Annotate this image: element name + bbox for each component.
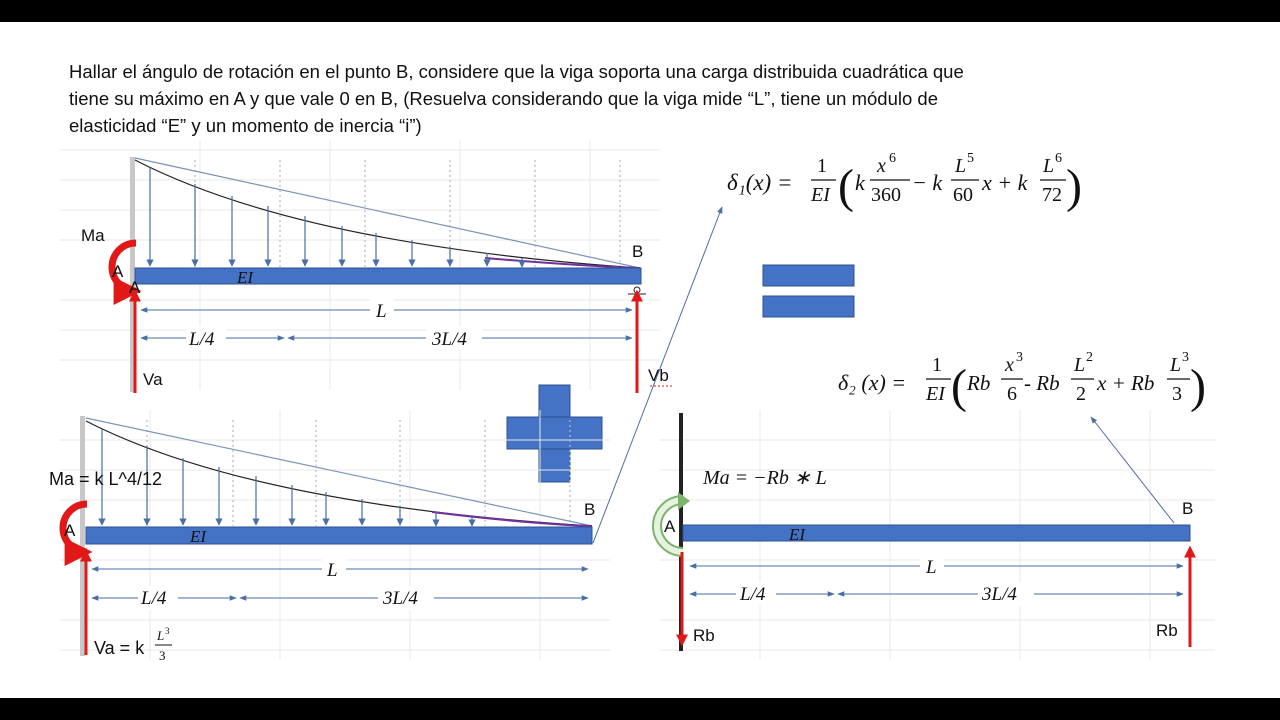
eq1-n1-exp: 6 [889, 151, 896, 166]
problem-line-3: elasticidad “E” y un momento de inercia “i”) [69, 115, 422, 136]
dim-three-quarter-label: 3L/4 [432, 329, 467, 350]
eq2-n2: L [1074, 354, 1086, 376]
beam-3 [683, 525, 1190, 541]
beam-2 [86, 527, 592, 544]
eq1-n2: L [955, 155, 967, 177]
eq2-ei: EI [926, 383, 945, 405]
eq1-n1: x [877, 155, 886, 177]
eq2-paren-close: ) [1190, 360, 1206, 413]
eq1-op1: − k [912, 170, 943, 195]
eq1-d2: 60 [953, 184, 973, 206]
wall-support-2 [80, 416, 85, 656]
point-b-label-d2: B [584, 500, 596, 519]
eq2-one: 1 [932, 354, 942, 376]
eq2-n1-exp: 3 [1016, 350, 1023, 365]
dim-three-quarter-label-2: 3L/4 [383, 588, 418, 609]
point-b-label: B [632, 242, 644, 261]
eq2-d2: 2 [1076, 383, 1086, 405]
problem-line-2: tiene su máximo en A y que vale 0 en B, (Resuelva considerando que la viga mide “L”, tiene un módulo de [69, 88, 938, 109]
eq2-d3: 3 [1172, 383, 1182, 405]
point-a-label-2: A [129, 278, 141, 297]
va-prefix: Va = k [94, 638, 145, 658]
reaction-a-label: Va [143, 370, 163, 389]
point-a-label-d3: A [664, 517, 676, 536]
eq2-n2-exp: 2 [1086, 350, 1093, 365]
eq2-lhs: δ₂ (x) = [838, 370, 907, 395]
eq2-n3: L [1170, 354, 1182, 376]
point-b-label-d3: B [1182, 499, 1194, 518]
eq1-paren-open: ( [838, 160, 854, 213]
eq1-paren-close: ) [1066, 160, 1082, 213]
reaction-b-label: Vb [648, 366, 669, 385]
rb-right-label: Rb [1156, 621, 1178, 640]
rb-left-label: Rb [693, 626, 715, 645]
eq2-d1: 6 [1007, 383, 1017, 405]
dim-quarter-label: L/4 [189, 329, 215, 350]
beam-ei-label-3: EI [789, 525, 806, 544]
va-num: L [157, 628, 165, 643]
eq2-n3-exp: 3 [1182, 350, 1189, 365]
beam-ei-label: EI [237, 268, 254, 287]
eq1-d1: 360 [871, 184, 901, 206]
dim-length-label-2: L [327, 560, 338, 581]
point-a-label-d2: A [64, 521, 76, 540]
va-den: 3 [159, 648, 166, 663]
eq1-op2: x + k [982, 170, 1028, 195]
moment-eq-label-3: Ma = −Rb ∗ L [703, 467, 827, 489]
eq1-k1: k [855, 170, 865, 195]
eq2-t1: Rb [967, 371, 991, 395]
dim-three-quarter-label-3: 3L/4 [982, 584, 1017, 605]
eq2-t2: - Rb [1024, 371, 1060, 395]
eq2-paren-open: ( [951, 360, 967, 413]
eq1-d3: 72 [1042, 184, 1062, 206]
va-exp: 3 [165, 626, 170, 636]
eq1-one: 1 [817, 155, 827, 177]
problem-line-1: Hallar el ángulo de rotación en el punto B, considere que la viga soporta una carga distribuida cuadrática que [69, 61, 964, 82]
eq2-t3: x + Rb [1097, 371, 1155, 395]
beam [135, 268, 641, 284]
eq1-n3: L [1043, 155, 1055, 177]
beam-ei-label-2: EI [190, 527, 207, 546]
moment-eq-label: Ma = k L^4/12 [49, 469, 163, 489]
dim-length-label-3: L [926, 557, 937, 578]
dim-quarter-label-2: L/4 [141, 588, 167, 609]
dim-quarter-label-3: L/4 [740, 584, 766, 605]
eq2-n1: x [1005, 354, 1014, 376]
moment-label: Ma [81, 226, 105, 245]
eq1-n2-exp: 5 [967, 151, 974, 166]
eq1-n3-exp: 6 [1055, 151, 1062, 166]
dim-length-label: L [376, 301, 387, 322]
point-a-label: A [112, 262, 124, 281]
eq1-ei: EI [811, 184, 830, 206]
eq1-lhs: δ₁(x) = [727, 170, 793, 195]
